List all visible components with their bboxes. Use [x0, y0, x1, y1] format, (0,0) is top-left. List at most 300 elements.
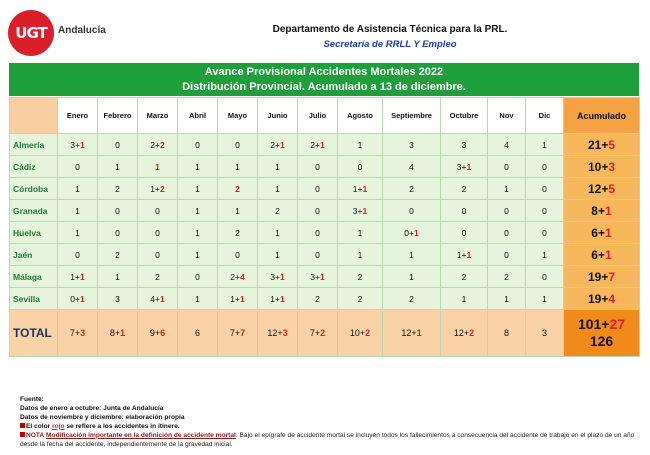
table-row [10, 200, 640, 222]
workplace-count: 0 [155, 227, 160, 238]
total-month-cell [526, 310, 564, 357]
workplace-count: 0 [235, 139, 240, 150]
workplace-count: 2 [270, 139, 276, 150]
workplace-count: 0 [70, 293, 76, 304]
workplace-count: 0 [315, 183, 320, 194]
workplace-count: 0 [115, 227, 120, 238]
total-month-cell: 8+1 [98, 310, 138, 357]
month-cell [138, 200, 178, 222]
workplace-count: 12 [587, 181, 602, 196]
month-cell [488, 266, 526, 288]
total-month-cell: 7+2 [298, 310, 338, 357]
total-month-cell: 12+1 [383, 310, 441, 357]
itinere-count: 1 [362, 183, 368, 194]
workplace-count: 0 [461, 205, 467, 216]
workplace-count: 1 [75, 227, 80, 238]
workplace-count: 2 [115, 183, 120, 194]
workplace-count: 2 [115, 249, 120, 260]
itinere-count: 1 [239, 293, 245, 304]
itinere-count: 1 [466, 161, 472, 172]
month-cell [383, 244, 441, 266]
workplace-count: 4 [504, 139, 509, 150]
workplace-count: 0 [315, 161, 320, 172]
province-name: Huelva [10, 222, 58, 244]
itinere-count: 2 [235, 183, 240, 194]
report-title [9, 63, 639, 96]
month-cell [58, 178, 98, 200]
workplace-count: 1 [115, 161, 120, 172]
workplace-count: 7 [309, 328, 315, 338]
footer-notes [20, 396, 635, 449]
workplace-count: 10 [349, 328, 360, 338]
workplace-count: 1 [461, 293, 467, 304]
month-header: Mayo [218, 98, 258, 134]
itinere-count: 1 [466, 249, 472, 260]
workplace-count: 6 [591, 225, 598, 240]
workplace-count: 1 [275, 249, 280, 260]
workplace-count: 0 [504, 227, 509, 238]
month-cell [298, 288, 338, 310]
total-month-cell: 10+2 [338, 310, 383, 357]
workplace-count: 4 [150, 293, 156, 304]
workplace-count: 7 [229, 328, 235, 338]
nota-text: : Bajo el epígrafe de accidente mortal se incluyen todos los fallecimientos a consecuencia del accidente de trabajo en el plazo de un año desde la fecha del accidente, independientemente de la gravedad inicial. [20, 431, 635, 448]
total-month-cell [178, 310, 218, 357]
workplace-count: 6 [591, 247, 598, 262]
workplace-count: 0 [504, 249, 509, 260]
total-month-cell: 9+6 [138, 310, 178, 357]
acumulado-cell: 12+5 [564, 178, 640, 200]
month-cell [441, 200, 488, 222]
month-cell [138, 244, 178, 266]
itinere-count: 1 [319, 139, 325, 150]
workplace-count: 1 [70, 271, 76, 282]
province-name: Córdoba [10, 178, 58, 200]
month-cell [98, 134, 138, 156]
month-cell [338, 244, 383, 266]
itinere-count: 1 [605, 225, 612, 240]
workplace-count: 0 [404, 227, 410, 238]
month-cell [526, 200, 564, 222]
month-cell: 2+1 [258, 134, 298, 156]
month-cell [441, 288, 488, 310]
itinere-count: 2 [320, 328, 326, 338]
workplace-count: 0 [409, 205, 414, 216]
month-header: Nov [488, 98, 526, 134]
month-cell [218, 200, 258, 222]
month-cell: 1+1 [441, 244, 488, 266]
month-header: Junio [258, 98, 298, 134]
workplace-count: 0 [504, 161, 509, 172]
workplace-count: 3 [352, 205, 358, 216]
workplace-count: 101 [577, 316, 602, 332]
total-row [10, 310, 640, 357]
color-note-pre: El color [26, 422, 53, 430]
itinere-count: 2 [159, 139, 165, 150]
month-cell [178, 156, 218, 178]
month-header: Enero [58, 98, 98, 134]
month-cell [338, 266, 383, 288]
nota-highlight: Modificación importante en la definición de accidente mortal [46, 431, 236, 439]
itinere-count: 7 [240, 328, 246, 338]
workplace-count: 1 [456, 249, 462, 260]
itinere-count: 1 [79, 139, 85, 150]
workplace-count: 2 [461, 183, 467, 194]
total-month-cell: 7+7 [218, 310, 258, 357]
province-name: Jaén [10, 244, 58, 266]
workplace-count: 12 [401, 328, 412, 338]
workplace-count: 3 [115, 293, 120, 304]
month-cell [526, 266, 564, 288]
itinere-count: 5 [608, 137, 616, 152]
month-cell [98, 266, 138, 288]
month-cell [58, 244, 98, 266]
workplace-count: 0 [315, 227, 320, 238]
itinere-count: 1 [79, 271, 85, 282]
month-cell: 3+1 [258, 266, 298, 288]
month-cell [383, 266, 441, 288]
month-cell [218, 156, 258, 178]
workplace-count: 12 [267, 328, 278, 338]
workplace-count: 3 [461, 139, 467, 150]
corner-cell [10, 98, 58, 134]
accidents-table [9, 97, 640, 357]
workplace-count: 0 [504, 205, 509, 216]
workplace-count: 0 [315, 205, 320, 216]
month-cell: 3+1 [298, 266, 338, 288]
month-cell [58, 222, 98, 244]
month-cell [383, 200, 441, 222]
month-cell [338, 288, 383, 310]
itinere-count: 1 [279, 293, 285, 304]
workplace-count: 0 [542, 161, 547, 172]
itinere-count: 4 [608, 291, 616, 306]
workplace-count: 2 [357, 271, 363, 282]
month-cell [98, 222, 138, 244]
workplace-count: 3 [70, 139, 76, 150]
month-cell [488, 222, 526, 244]
month-header: Dic [526, 98, 564, 134]
province-name: Almería [10, 134, 58, 156]
workplace-count: 1 [352, 183, 358, 194]
workplace-count: 0 [542, 271, 547, 282]
month-cell [488, 156, 526, 178]
month-cell [298, 156, 338, 178]
month-cell [258, 156, 298, 178]
itinere-count: 1 [155, 161, 160, 172]
workplace-count: 8 [503, 328, 509, 338]
month-cell: 2+1 [298, 134, 338, 156]
workplace-count: 2 [357, 293, 363, 304]
itinere-count: 2 [159, 183, 165, 194]
workplace-count: 2 [150, 139, 156, 150]
workplace-count: 1 [195, 161, 200, 172]
workplace-count: 1 [357, 249, 363, 260]
table-row [10, 156, 640, 178]
itinere-count: 2 [469, 328, 475, 338]
workplace-count: 0 [155, 205, 160, 216]
month-cell [138, 266, 178, 288]
month-header: Febrero [98, 98, 138, 134]
month-cell [298, 200, 338, 222]
month-cell [138, 156, 178, 178]
itinere-count: 1 [413, 227, 419, 238]
workplace-count: 3 [456, 161, 462, 172]
department-heading: Departamento de Asistencia Técnica para la PRL. [272, 24, 508, 35]
workplace-count: 1 [504, 183, 509, 194]
table-row [10, 244, 640, 266]
month-cell [298, 244, 338, 266]
workplace-count: 3 [541, 328, 547, 338]
itinere-count: 4 [239, 271, 245, 282]
total-month-cell: 12+2 [441, 310, 488, 357]
nota-label: NOTA [26, 431, 45, 439]
month-cell [138, 222, 178, 244]
month-cell [178, 178, 218, 200]
month-cell [526, 288, 564, 310]
workplace-count: 12 [453, 328, 464, 338]
workplace-count: 1 [409, 249, 414, 260]
workplace-count: 2 [315, 293, 320, 304]
acumulado-cell: 19+7 [564, 266, 640, 288]
itinere-count: 1 [120, 328, 126, 338]
bullet-icon [20, 432, 25, 437]
month-cell [338, 222, 383, 244]
workplace-count: 10 [587, 159, 602, 174]
itinere-count: 1 [159, 293, 165, 304]
month-cell [526, 244, 564, 266]
province-name: Málaga [10, 266, 58, 288]
month-cell [383, 134, 441, 156]
workplace-count: 3 [409, 139, 414, 150]
month-cell [338, 134, 383, 156]
workplace-count: 1 [75, 183, 80, 194]
month-cell: 3+1 [441, 156, 488, 178]
total-month-cell: 7+3 [58, 310, 98, 357]
workplace-count: 0 [75, 249, 80, 260]
workplace-count: 1 [195, 249, 200, 260]
workplace-count: 0 [542, 183, 547, 194]
total-month-cell [488, 310, 526, 357]
month-cell [488, 288, 526, 310]
month-header: Agosto [338, 98, 383, 134]
month-cell [178, 134, 218, 156]
workplace-count: 0 [75, 161, 80, 172]
title-line-1: Avance Provisional Accidentes Mortales 2022 [204, 66, 444, 78]
month-cell: 0+1 [58, 288, 98, 310]
month-cell [488, 200, 526, 222]
workplace-count: 0 [195, 271, 200, 282]
itinere-count: 1 [279, 139, 285, 150]
month-cell [526, 222, 564, 244]
total-acumulado-cell: 101+27 126 [564, 310, 640, 357]
workplace-count: 2 [275, 205, 280, 216]
table-row [10, 222, 640, 244]
total-label: TOTAL [10, 310, 58, 357]
month-cell: 1+1 [258, 288, 298, 310]
month-cell: 1+1 [58, 266, 98, 288]
workplace-count: 1 [542, 249, 547, 260]
month-cell: 2+2 [138, 134, 178, 156]
workplace-count: 1 [275, 161, 280, 172]
workplace-count: 1 [195, 183, 200, 194]
month-cell: 3+1 [58, 134, 98, 156]
month-header: Marzo [138, 98, 178, 134]
workplace-count: 1 [275, 183, 280, 194]
itinere-count: 3 [282, 328, 288, 338]
month-cell [526, 156, 564, 178]
workplace-count: 0 [195, 139, 200, 150]
workplace-count: 21 [587, 137, 602, 152]
month-cell [383, 288, 441, 310]
month-cell [178, 266, 218, 288]
itinere-count: 6 [160, 328, 166, 338]
table-row [10, 134, 640, 156]
secretaria-heading: Secretaría de RRLL Y Empleo [323, 39, 457, 50]
province-name: Sevilla [10, 288, 58, 310]
workplace-count: 1 [235, 205, 240, 216]
table-row [10, 266, 640, 288]
workplace-count: 19 [587, 291, 602, 306]
workplace-count: 1 [542, 139, 547, 150]
month-cell [218, 222, 258, 244]
workplace-count: 0 [542, 227, 547, 238]
acumulado-cell: 6+1 [564, 222, 640, 244]
title-line-2: Distribución Provincial. Acumulado a 13 de diciembre. [182, 81, 466, 93]
itinere-count: 1 [416, 328, 422, 338]
workplace-count: 1 [235, 161, 240, 172]
month-cell [488, 134, 526, 156]
source-line-2: Datos de noviembre y diciembre: elaboración propia [20, 413, 185, 421]
workplace-count: 1 [542, 293, 547, 304]
workplace-count: 0 [115, 139, 120, 150]
month-cell [218, 244, 258, 266]
workplace-count: 1 [275, 227, 280, 238]
month-header: Julio [298, 98, 338, 134]
itinere-count: 27 [609, 316, 626, 332]
month-cell [441, 134, 488, 156]
month-header: Septiembre [383, 98, 441, 134]
table-row [10, 178, 640, 200]
month-cell [58, 200, 98, 222]
workplace-count: 1 [195, 227, 200, 238]
ugt-logo [8, 8, 113, 56]
workplace-count: 0 [357, 161, 363, 172]
workplace-count: 2 [235, 227, 240, 238]
month-cell [258, 244, 298, 266]
month-cell [98, 288, 138, 310]
itinere-count: 1 [362, 205, 368, 216]
month-cell [526, 134, 564, 156]
workplace-count: 1 [409, 271, 414, 282]
month-cell [258, 200, 298, 222]
month-cell [383, 156, 441, 178]
workplace-count: 1 [270, 293, 276, 304]
workplace-count: 8 [591, 203, 598, 218]
month-cell: 1+1 [338, 178, 383, 200]
color-note-post: se refiere a los accidentes in itinere. [64, 422, 180, 430]
month-cell [298, 178, 338, 200]
itinere-count: 5 [608, 181, 616, 196]
workplace-count: 1 [230, 293, 236, 304]
fuente-label: Fuente: [20, 396, 44, 403]
month-cell [178, 222, 218, 244]
workplace-count: 2 [230, 271, 236, 282]
month-header: Octubre [441, 98, 488, 134]
workplace-count: 0 [155, 249, 160, 260]
workplace-count: 2 [409, 293, 414, 304]
acumulado-cell: 6+1 [564, 244, 640, 266]
month-cell [488, 244, 526, 266]
workplace-count: 1 [150, 183, 156, 194]
month-cell [98, 200, 138, 222]
month-cell [441, 266, 488, 288]
workplace-count: 2 [504, 271, 509, 282]
acumulado-cell: 8+1 [564, 200, 640, 222]
itinere-count: 3 [608, 159, 616, 174]
month-cell [178, 288, 218, 310]
workplace-count: 2 [461, 271, 467, 282]
color-note-red: rojo [52, 422, 65, 430]
month-header: Abril [178, 98, 218, 134]
table-row [10, 288, 640, 310]
month-cell [383, 178, 441, 200]
month-cell [258, 222, 298, 244]
itinere-count: 1 [319, 271, 325, 282]
workplace-count: 0 [115, 205, 120, 216]
month-cell [488, 178, 526, 200]
total-sum: 126 [589, 333, 614, 349]
workplace-count: 7 [69, 328, 75, 338]
logo-region: Andalucía [58, 25, 106, 36]
source-line-1: Datos de enero a octubre: Junta de Andalucía [20, 404, 164, 412]
itinere-count: 3 [80, 328, 86, 338]
month-cell [298, 222, 338, 244]
workplace-count: 0 [235, 249, 240, 260]
workplace-count: 1 [115, 271, 120, 282]
month-cell [441, 178, 488, 200]
month-cell [178, 200, 218, 222]
month-cell [98, 156, 138, 178]
bullet-icon [20, 423, 25, 428]
workplace-count: 2 [155, 271, 160, 282]
itinere-count: 1 [605, 247, 612, 262]
workplace-count: 0 [315, 249, 320, 260]
itinere-count: 1 [79, 293, 85, 304]
acumulado-header: Acumulado [564, 98, 640, 134]
workplace-count: 2 [310, 139, 316, 150]
month-cell [98, 244, 138, 266]
workplace-count: 6 [194, 328, 200, 338]
province-name: Granada [10, 200, 58, 222]
workplace-count: 1 [75, 205, 80, 216]
workplace-count: 1 [195, 205, 200, 216]
month-cell [178, 244, 218, 266]
workplace-count: 1 [357, 139, 363, 150]
month-cell: 4+1 [138, 288, 178, 310]
workplace-count: 8 [109, 328, 115, 338]
month-cell: 3+1 [338, 200, 383, 222]
itinere-count: 1 [279, 271, 285, 282]
month-cell [441, 222, 488, 244]
month-cell: 1+2 [138, 178, 178, 200]
table-header-row [10, 98, 640, 134]
month-cell [526, 178, 564, 200]
province-name: Cádiz [10, 156, 58, 178]
month-cell [98, 178, 138, 200]
month-cell: 0+1 [383, 222, 441, 244]
workplace-count: 1 [504, 293, 509, 304]
